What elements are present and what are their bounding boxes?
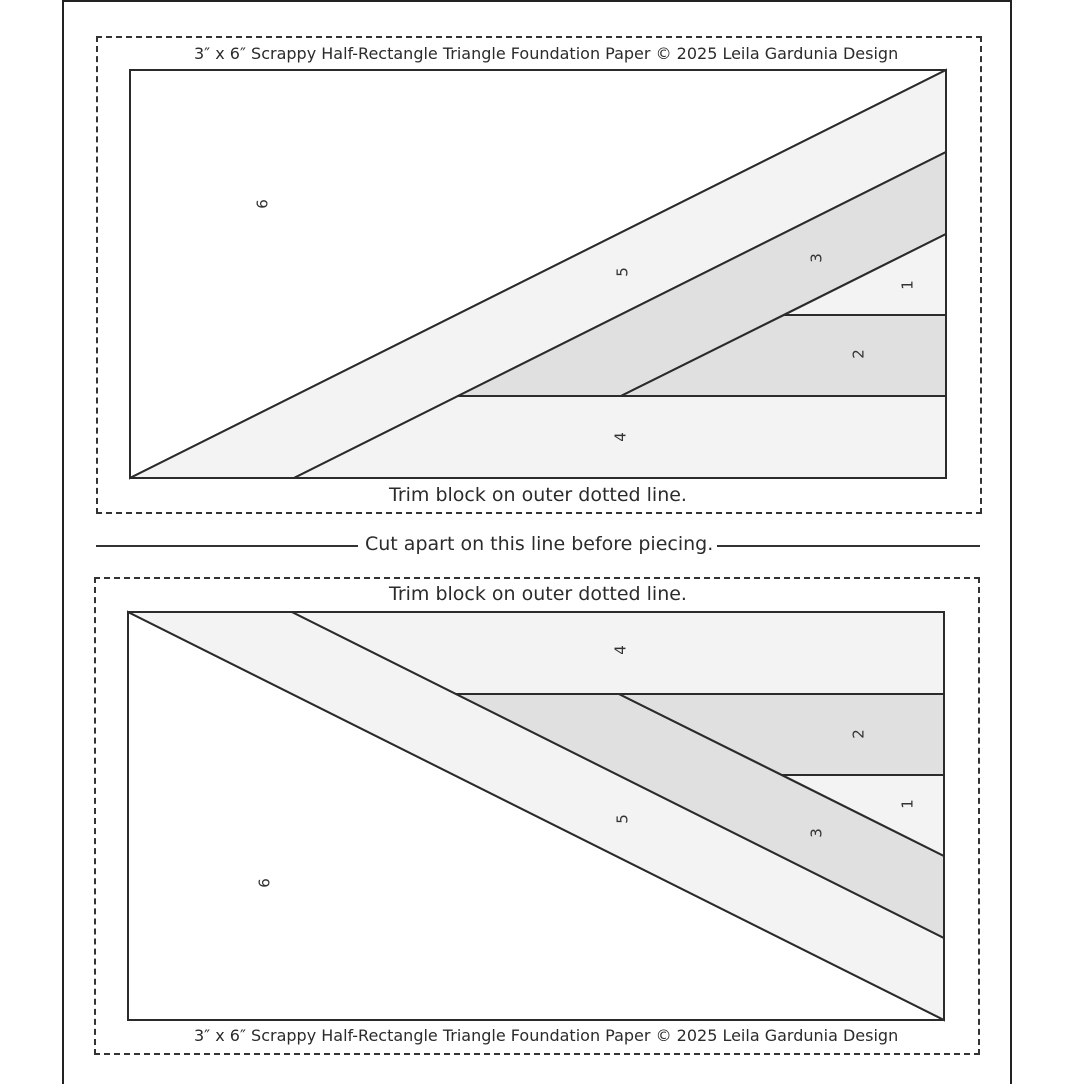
- bottom-pattern: [128, 612, 944, 1020]
- bottom-piece-number-5: 5: [613, 814, 632, 824]
- top-piece-number-6: 6: [253, 199, 272, 209]
- cut-instruction: Cut apart on this line before piecing.: [361, 533, 717, 555]
- bottom-block-footer: 3″ x 6″ Scrappy Half-Rectangle Triangle Foundation Paper © 2025 Leila Gardunia Design: [194, 1026, 899, 1045]
- bottom-piece-number-4: 4: [611, 645, 630, 655]
- top-piece-number-3: 3: [807, 253, 826, 263]
- bottom-piece-number-1: 1: [898, 799, 917, 809]
- bottom-piece-number-2: 2: [849, 729, 868, 739]
- bottom-trim-note: Trim block on outer dotted line.: [389, 583, 687, 605]
- top-block-header: 3″ x 6″ Scrappy Half-Rectangle Triangle Foundation Paper © 2025 Leila Gardunia Design: [194, 44, 899, 63]
- top-piece-number-1: 1: [898, 280, 917, 290]
- top-piece-number-2: 2: [849, 349, 868, 359]
- bottom-piece-number-6: 6: [255, 878, 274, 888]
- top-pattern: [130, 70, 946, 478]
- top-trim-note: Trim block on outer dotted line.: [389, 484, 687, 506]
- top-piece-number-4: 4: [611, 432, 630, 442]
- bottom-piece-number-3: 3: [807, 828, 826, 838]
- top-piece-number-5: 5: [613, 267, 632, 277]
